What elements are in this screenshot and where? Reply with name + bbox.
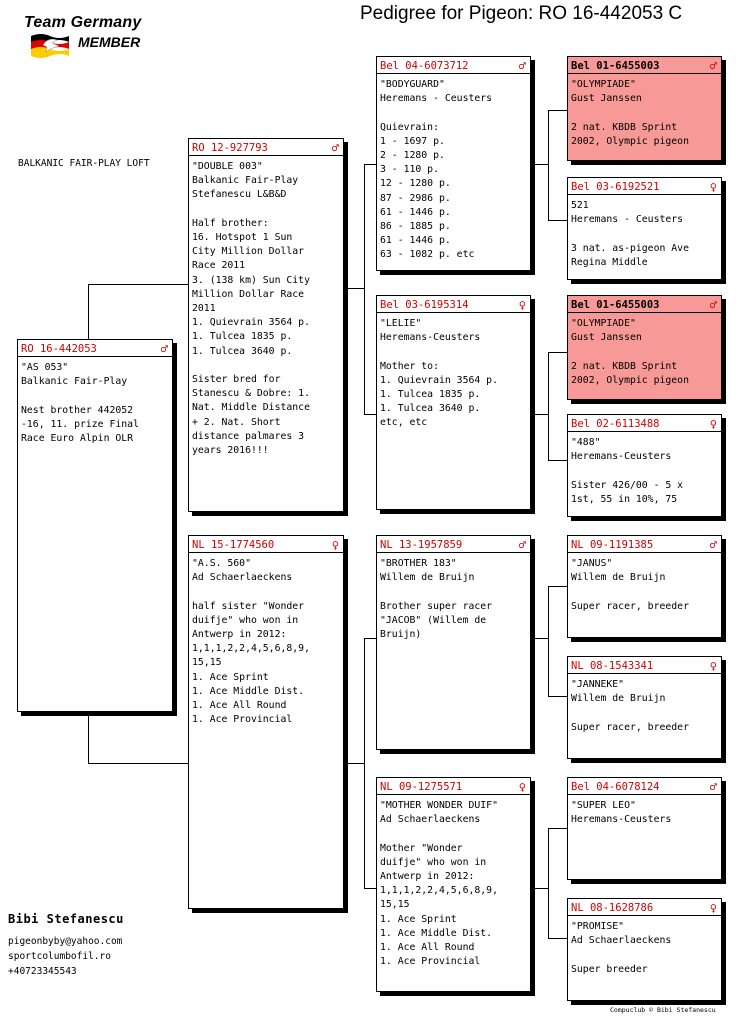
page-title: Pedigree for Pigeon: RO 16-442053 C — [360, 3, 683, 24]
ring-number: NL 08-1543341 — [571, 659, 654, 672]
logo-line1: Team Germany — [24, 14, 142, 31]
connector — [364, 638, 376, 639]
connector — [364, 888, 376, 889]
ring-number: NL 15-1774560 — [192, 538, 275, 551]
pigeon-details: "488" Heremans-Ceusters Sister 426/00 - 5 x 1st, 55 in 10%, 75 — [571, 437, 684, 505]
pigeon-details: "OLYMPIADE" Gust Janssen 2 nat. KBDB Sprint 2002, Olympic pigeon — [571, 79, 689, 147]
owner-phone: +40723345543 — [8, 966, 77, 977]
connector — [529, 414, 548, 415]
connector — [548, 938, 567, 939]
ring-number: RO 12-927793 — [192, 141, 268, 154]
pigeon-details: "BROTHER 183" Willem de Bruijn Brother super racer "JACOB" (Willem de Bruijn) — [380, 558, 493, 641]
connector — [342, 763, 364, 764]
female-icon: ♀ — [331, 537, 339, 552]
male-icon: ♂ — [709, 58, 717, 73]
ring-number: NL 13-1957859 — [380, 538, 463, 551]
ring-number: Bel 04-6078124 — [571, 780, 660, 793]
male-icon: ♂ — [709, 779, 717, 794]
pigeon-details: "JANNEKE" Willem de Bruijn Super racer, breeder — [571, 679, 689, 733]
male-icon: ♂ — [518, 58, 526, 73]
software-credit: Compuclub © Bibi Stefanescu — [610, 1006, 716, 1014]
connector — [364, 164, 376, 165]
male-icon: ♂ — [160, 341, 168, 356]
connector — [529, 164, 548, 165]
pedigree-card-ggp-8[interactable] — [567, 898, 722, 1001]
connector — [88, 284, 89, 340]
ring-number: Bel 01-6455003 — [571, 298, 660, 311]
pedigree-card-subject[interactable] — [17, 339, 173, 712]
ring-number: RO 16-442053 — [21, 342, 97, 355]
connector — [548, 696, 567, 697]
pigeon-details: "LELIE" Heremans-Ceusters Mother to: 1. Quievrain 3564 p. 1. Tulcea 1835 p. 1. Tulcea 3640 p. etc, etc — [380, 318, 498, 429]
pedigree-card-sire[interactable] — [188, 138, 344, 512]
connector — [548, 828, 549, 938]
connector — [529, 638, 548, 639]
female-icon: ♀ — [709, 416, 717, 431]
pedigree-card-ggp-7[interactable] — [567, 777, 722, 880]
pigeon-details: "AS 053" Balkanic Fair-Play Nest brother 442052 -16, 11. prize Final Race Euro Alpin OLR — [21, 362, 139, 445]
female-icon: ♀ — [518, 779, 526, 794]
owner-email[interactable]: pigeonbyby@yahoo.com — [8, 936, 123, 947]
ring-number: NL 09-1191385 — [571, 538, 654, 551]
female-icon: ♀ — [518, 297, 526, 312]
pigeon-details: "JANUS" Willem de Bruijn Super racer, breeder — [571, 558, 689, 612]
pigeon-details: "DOUBLE 003" Balkanic Fair-Play Stefanescu L&B&D Half brother: 16. Hotspot 1 Sun City Million Dollar Race 2011 3. (138 km) Sun City Million Dollar Race 2011 1. Quievrain 3564 p. 1. Tulcea 1835 p. 1. Tulcea 3640 p. Sister bred for Stanescu & Dobre: 1. Nat. Middle Distance + 2. Nat. Short distance palmares 3 years 2016!!! — [192, 161, 310, 457]
pedigree-card-sire-sire[interactable] — [376, 56, 531, 271]
pedigree-card-dam-sire[interactable] — [376, 535, 531, 750]
male-icon: ♂ — [709, 297, 717, 312]
ring-number: Bel 04-6073712 — [380, 59, 469, 72]
pedigree-card-ggp-6[interactable] — [567, 656, 722, 759]
male-icon: ♂ — [331, 140, 339, 155]
connector — [364, 414, 376, 415]
team-germany-logo — [22, 14, 172, 62]
female-icon: ♀ — [709, 658, 717, 673]
connector — [364, 638, 365, 888]
connector — [548, 460, 567, 461]
connector — [548, 220, 567, 221]
pigeon-details: "PROMISE" Ad Schaerlaeckens Super breeder — [571, 921, 672, 975]
ring-number: Bel 01-6455003 — [571, 59, 660, 72]
ring-number: Bel 03-6195314 — [380, 298, 469, 311]
pedigree-card-dam[interactable] — [188, 535, 344, 909]
pedigree-card-ggp-2[interactable] — [567, 177, 722, 280]
male-icon: ♂ — [518, 537, 526, 552]
pedigree-card-dam-dam[interactable] — [376, 777, 531, 992]
pigeon-details: "MOTHER WONDER DUIF" Ad Schaerlaeckens Mother "Wonder duifje" who won in Antwerp in 2012: 1,1,1,2,2,4,5,6,8,9, 15,15 1. Ace Sprint 1. Ace Middle Dist. 1. Ace All Round 1. Ace Provincial — [380, 800, 498, 968]
connector — [548, 110, 549, 220]
female-icon: ♀ — [709, 179, 717, 194]
pigeon-details: "SUPER LEO" Heremans-Ceusters — [571, 800, 672, 826]
ring-number: NL 09-1275571 — [380, 780, 463, 793]
connector — [548, 352, 567, 353]
connector — [88, 284, 189, 285]
loft-label: BALKANIC FAIR-PLAY LOFT — [18, 158, 150, 169]
connector — [548, 828, 567, 829]
german-flag-icon — [29, 32, 71, 60]
pedigree-card-ggp-3[interactable] — [567, 295, 722, 400]
connector — [529, 888, 548, 889]
ring-number: NL 08-1628786 — [571, 901, 654, 914]
connector — [88, 711, 89, 763]
pigeon-details: 521 Heremans - Ceusters 3 nat. as-pigeon Ave Regina Middle — [571, 200, 689, 268]
connector — [364, 164, 365, 414]
pedigree-card-ggp-4[interactable] — [567, 414, 722, 517]
female-icon: ♀ — [709, 900, 717, 915]
owner-website[interactable]: sportcolumbofil.ro — [8, 951, 111, 962]
connector — [342, 288, 364, 289]
ring-number: Bel 02-6113488 — [571, 417, 660, 430]
connector — [548, 586, 549, 696]
owner-name: Bibi Stefanescu — [8, 912, 124, 926]
pigeon-details: "A.S. 560" Ad Schaerlaeckens half sister "Wonder duifje" who won in Antwerp in 2012: 1,1,1,2,2,4,5,6,8,9, 15,15 1. Ace Sprint 1. Ace Middle Dist. 1. Ace All Round 1. Ace Provincial — [192, 558, 310, 726]
connector — [88, 763, 189, 764]
connector — [548, 586, 567, 587]
connector — [548, 352, 549, 460]
male-icon: ♂ — [709, 537, 717, 552]
ring-number: Bel 03-6192521 — [571, 180, 660, 193]
logo-line2: MEMBER — [78, 34, 141, 50]
pedigree-card-ggp-5[interactable] — [567, 535, 722, 638]
pigeon-details: "BODYGUARD" Heremans - Ceusters Quievrain: 1 - 1697 p. 2 - 1280 p. 3 - 110 p. 12 - 1280 p. 87 - 2986 p. 61 - 1446 p. 86 - 1885 p. 61 - 1446 p. 63 - 1082 p. etc — [380, 79, 493, 261]
pedigree-card-sire-dam[interactable] — [376, 295, 531, 510]
pigeon-details: "OLYMPIADE" Gust Janssen 2 nat. KBDB Sprint 2002, Olympic pigeon — [571, 318, 689, 386]
connector — [548, 110, 567, 111]
pedigree-card-ggp-1[interactable] — [567, 56, 722, 161]
